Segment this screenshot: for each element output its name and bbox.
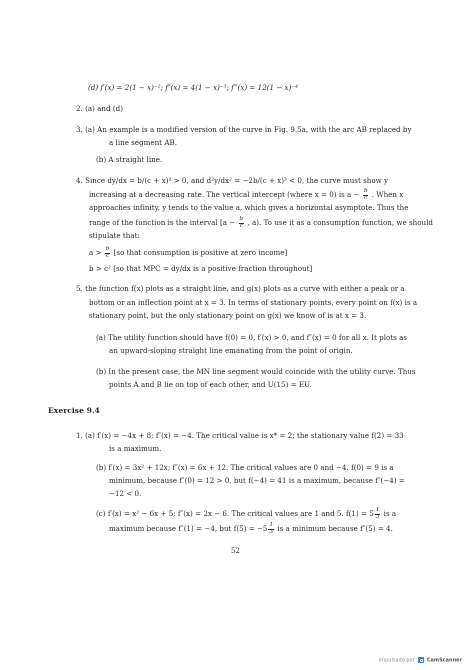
answer-4-line2-text: increasing at a decreasing rate. The vertical intercept (where x = 0) is a −: [89, 190, 360, 200]
answer-4-line5: stipulate that:: [89, 231, 140, 240]
answer-5b-line1: (b) In the present case, the MN line segment would coincide with the utility curve. Thus: [96, 367, 416, 376]
watermark-prefix: Impulsado por: [378, 657, 415, 664]
watermark-brand: CamScanner: [426, 657, 462, 664]
fraction-one-third-2: [268, 523, 274, 535]
answer-5b-line2: points A and B lie on top of each other, and U(15) = EU.: [109, 380, 312, 389]
answer-5-line2: bottom or an inflection point at x = 3. In terms of stationary points, every point on f(x) is a: [89, 298, 418, 307]
answer-4-line2-tail: . When x: [371, 190, 404, 200]
ex94-1b-line2: minimum, because f″(0) = 12 > 0, but f(−4) = 41 is a maximum, because f″(−4) =: [109, 476, 405, 485]
answer-5a-line2: an upward-sloping straight line emanating from the point of origin.: [109, 346, 353, 355]
fraction-denominator: 3: [375, 513, 380, 520]
fraction-one-third: [375, 508, 381, 520]
fraction-denominator: c: [364, 194, 368, 201]
answer-4-line3: approaches infinity, y tends to the value a, which gives a horizontal asymptote. Thus the: [89, 203, 409, 212]
fraction-numerator: b: [105, 246, 110, 252]
answer-4-line4: [89, 217, 433, 229]
fraction-denominator: c: [239, 222, 243, 229]
ex94-1c-line2-text: maximum because f″(1) = −4, but f(5) = −5: [109, 524, 268, 534]
fraction-denominator: 3: [269, 528, 274, 535]
answer-4-condition-2: b > c² [so that MPC = dy/dx is a positive fraction throughout]: [89, 264, 313, 273]
ex94-1a-line1: 1. (a) f′(x) = −4x + 8; f″(x) = −4. The critical value is x* = 2; the stationary value f(2) = 33: [76, 431, 404, 440]
answer-5-line3: stationary point, but the only stationary point on g(x) we know of is at x = 3.: [89, 311, 367, 320]
scanner-watermark: [379, 657, 462, 664]
ex94-1c-line2-tail: is a minimum because f″(5) = 4.: [275, 524, 393, 534]
answer-4-line4-tail: , a). To use it as a consumption function, we should: [247, 218, 433, 228]
answer-4-line2: [89, 189, 403, 201]
condition-1-lhs: a >: [89, 248, 102, 258]
fraction-numerator: 1: [375, 507, 380, 513]
ex94-1b-line1: (b) f′(x) = 3x² + 12x; f″(x) = 6x + 12. The critical values are 0 and −4. f(0) = 9 is a: [96, 463, 394, 472]
fraction-numerator: 1: [269, 522, 274, 528]
ex94-1c-line2: [109, 523, 393, 535]
answer-5-line1: 5. the function f(x) plots as a straight line, and g(x) plots as a curve with either a peak or a: [76, 284, 405, 293]
answer-3a-cont: a line segment AB.: [109, 138, 177, 147]
ex94-1c-line1-text: (c) f′(x) = x² − 6x + 5; f″(x) = 2x − 6. The critical values are 1 and 5. f(1) = 5: [96, 509, 374, 519]
fraction-b-over-c-3: [105, 247, 111, 259]
answer-4-condition-1: [89, 247, 287, 259]
fraction-numerator: b: [363, 188, 368, 194]
answer-2: 2. (a) and (d): [76, 104, 123, 113]
answer-3a: 3. (a) An example is a modified version of the curve in Fig. 9.5a, with the arc AB replaced by: [76, 125, 412, 134]
answer-5a-line1: (a) The utility function should have f(0) = 0, f′(x) > 0, and f″(x) = 0 for all x. It plots as: [96, 333, 408, 342]
fraction-numerator: b: [239, 216, 244, 222]
ex94-1a-line2: is a maximum.: [109, 444, 162, 453]
ex94-1c-line1: [96, 508, 396, 520]
answer-3b: (b) A straight line.: [96, 155, 163, 164]
exercise-heading: Exercise 9.4: [48, 406, 100, 415]
page-number: 52: [231, 547, 240, 555]
ex94-1c-line1-tail: is a: [381, 509, 397, 519]
camscanner-icon: [418, 657, 424, 663]
ex94-1b-line3: −12 < 0.: [109, 489, 142, 498]
answer-3d-derivatives: (d) f′(x) = 2(1 − x)⁻²; f″(x) = 4(1 − x)⁻³; f‴(x) = 12(1 − x)⁻⁴: [88, 83, 298, 92]
fraction-denominator: c: [106, 252, 110, 259]
condition-1-note: [so that consumption is positive at zero income]: [113, 248, 288, 258]
answer-4-line4-text: range of the function is the interval [a −: [89, 218, 236, 228]
answer-4-line1: 4. Since dy/dx = b/(c + x)² > 0, and d²y/dx² = −2b/(c + x)³ < 0, the curve must show y: [76, 176, 389, 185]
fraction-b-over-c: [363, 189, 369, 201]
fraction-b-over-c-2: [239, 217, 245, 229]
